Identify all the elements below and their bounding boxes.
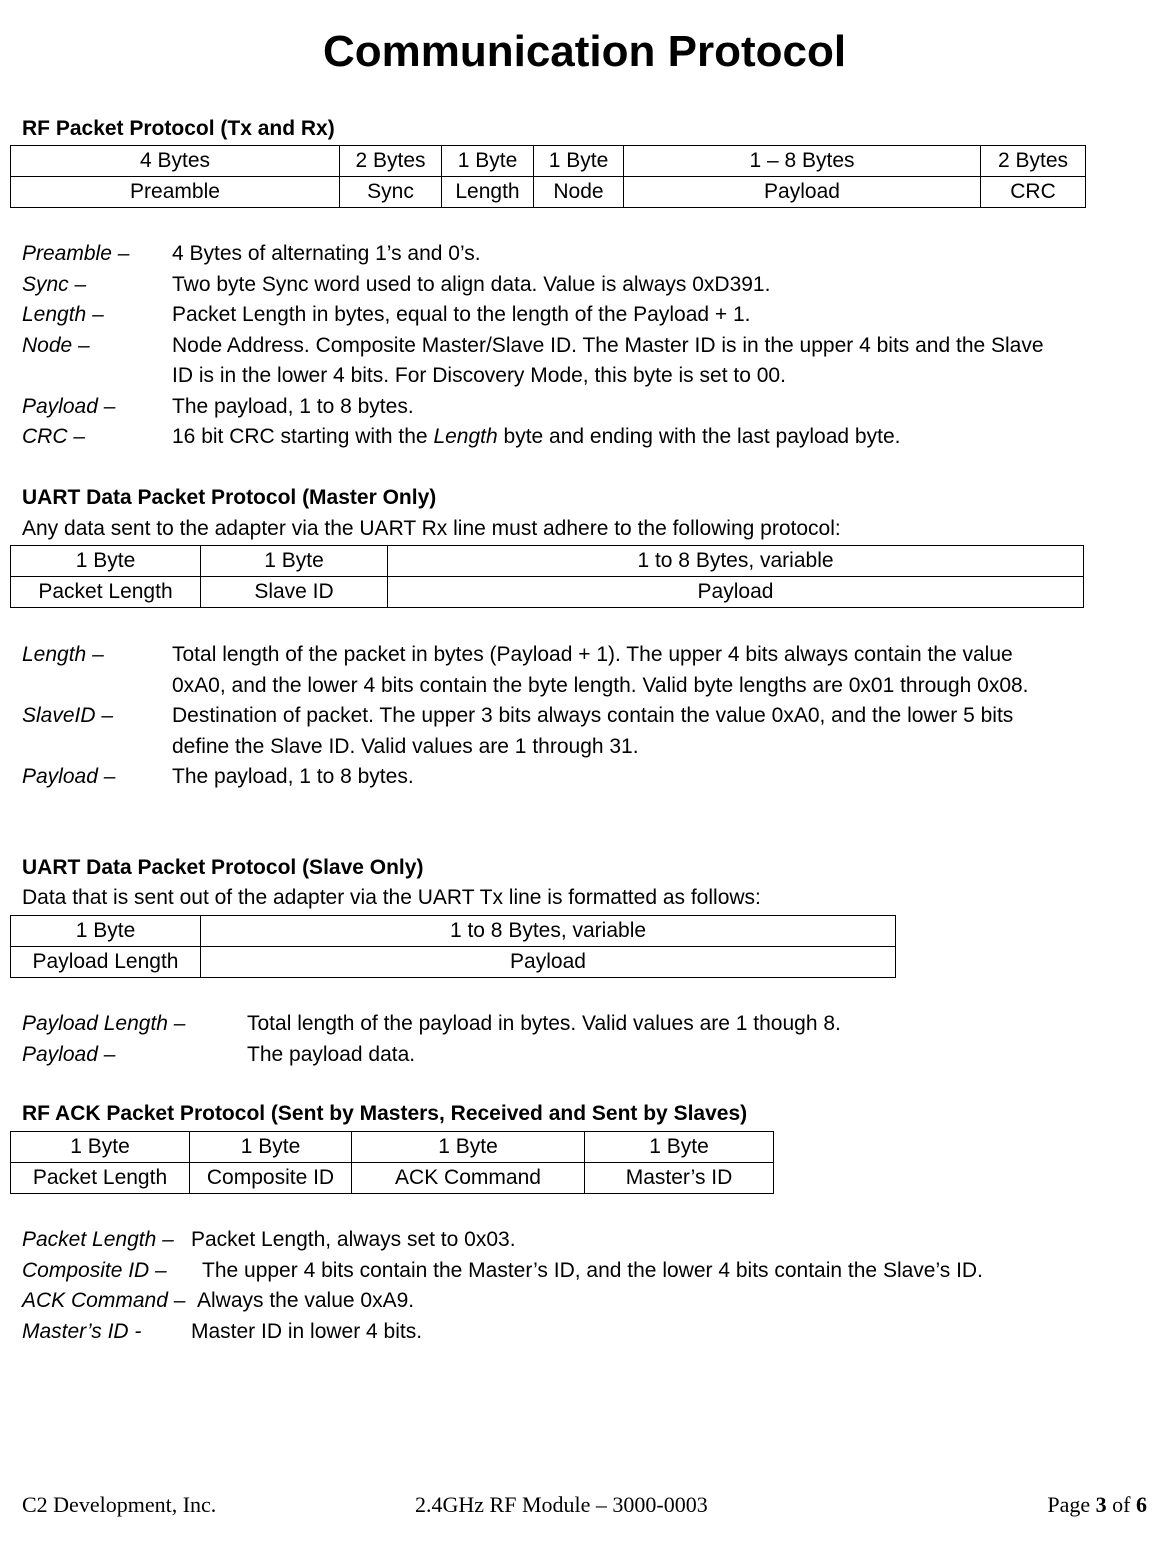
uart-slave-heading: UART Data Packet Protocol (Slave Only) bbox=[22, 856, 424, 879]
uart-master-table bbox=[10, 545, 1084, 608]
table-cell: Payload bbox=[388, 577, 1084, 608]
definition-term: CRC – bbox=[22, 425, 86, 448]
definition-term: Length – bbox=[22, 643, 104, 666]
definition-desc: The payload, 1 to 8 bytes. bbox=[172, 765, 414, 788]
table-cell: Length bbox=[442, 177, 534, 208]
definition-item bbox=[22, 640, 1062, 701]
table-cell: 2 Bytes bbox=[340, 146, 442, 177]
table-cell: 1 Byte bbox=[442, 146, 534, 177]
uart-slave-intro: Data that is sent out of the adapter via the UART Tx line is formatted as follows: bbox=[22, 886, 761, 909]
table-row-fields bbox=[11, 1163, 774, 1194]
table-row-sizes bbox=[11, 916, 896, 947]
definition-desc: Two byte Sync word used to align data. Value is always 0xD391. bbox=[172, 272, 771, 296]
rf-packet-definitions bbox=[22, 239, 1062, 453]
definition-item bbox=[22, 1040, 1062, 1071]
definition-desc: Total length of the packet in bytes (Payload + 1). The upper 4 bits always contain the value 0xA0, and the lower 4 bits contain the byte length. Valid byte lengths are 0x01 through 0x08. bbox=[172, 643, 1029, 697]
definition-desc: Destination of packet. The upper 3 bits always contain the value 0xA0, and the lower 5 bits define the Slave ID. Valid values are 1 through 31. bbox=[172, 704, 1014, 758]
footer-page-of: of bbox=[1106, 1492, 1136, 1517]
definition-term: Payload – bbox=[22, 1042, 116, 1066]
rf-packet-table bbox=[10, 145, 1086, 208]
table-cell: CRC bbox=[981, 177, 1086, 208]
definition-item bbox=[22, 1286, 1082, 1317]
table-cell: Packet Length bbox=[11, 1163, 190, 1194]
table-cell: Node bbox=[534, 177, 624, 208]
definition-item bbox=[22, 422, 1062, 453]
definition-item bbox=[22, 701, 1062, 762]
table-cell: Slave ID bbox=[201, 577, 388, 608]
table-cell: Sync bbox=[340, 177, 442, 208]
table-cell: 1 Byte bbox=[534, 146, 624, 177]
table-cell: Packet Length bbox=[11, 577, 201, 608]
definition-desc: Packet Length in bytes, equal to the length of the Payload + 1. bbox=[172, 303, 751, 326]
rf-packet-heading: RF Packet Protocol (Tx and Rx) bbox=[22, 117, 335, 140]
footer-page-current: 3 bbox=[1095, 1492, 1107, 1517]
definition-item bbox=[22, 1256, 1082, 1287]
footer-page-number bbox=[1047, 1491, 1147, 1519]
definition-desc: The payload data. bbox=[247, 1042, 416, 1066]
definition-desc: Master ID in lower 4 bits. bbox=[191, 1319, 423, 1343]
footer-page-prefix: Page bbox=[1047, 1492, 1096, 1517]
definition-desc: Packet Length, always set to 0x03. bbox=[191, 1228, 516, 1251]
definition-term: Master’s ID - bbox=[22, 1319, 142, 1343]
table-cell: Preamble bbox=[11, 177, 340, 208]
table-cell: Master’s ID bbox=[585, 1163, 774, 1194]
definition-term: Payload Length – bbox=[22, 1012, 186, 1035]
uart-master-heading: UART Data Packet Protocol (Master Only) bbox=[22, 486, 437, 509]
table-cell: Composite ID bbox=[190, 1163, 352, 1194]
definition-desc: The payload, 1 to 8 bytes. bbox=[172, 394, 414, 418]
table-cell: 1 to 8 Bytes, variable bbox=[201, 916, 896, 947]
table-row-fields bbox=[11, 177, 1086, 208]
definition-term: Node – bbox=[22, 333, 90, 357]
table-cell: 1 Byte bbox=[11, 916, 201, 947]
definition-item bbox=[22, 239, 1062, 270]
table-cell: 1 Byte bbox=[11, 1132, 190, 1163]
definition-desc-part: 16 bit CRC starting with the bbox=[172, 425, 434, 448]
rf-ack-definitions bbox=[22, 1225, 1082, 1347]
table-cell: 2 Bytes bbox=[981, 146, 1086, 177]
definition-term: Composite ID – bbox=[22, 1258, 167, 1282]
table-row-fields bbox=[11, 577, 1084, 608]
table-cell: 1 – 8 Bytes bbox=[624, 146, 981, 177]
definition-desc: The upper 4 bits contain the Master’s ID, and the lower 4 bits contain the Slave’s ID. bbox=[202, 1258, 983, 1282]
definition-term: Payload – bbox=[22, 394, 116, 418]
table-cell: ACK Command bbox=[352, 1163, 585, 1194]
uart-slave-table bbox=[10, 915, 896, 978]
table-row-fields bbox=[11, 947, 896, 978]
definition-desc-italic: Length bbox=[433, 425, 498, 448]
definition-term: Packet Length – bbox=[22, 1228, 174, 1251]
table-cell: 1 Byte bbox=[190, 1132, 352, 1163]
definition-desc: Always the value 0xA9. bbox=[197, 1289, 415, 1312]
uart-master-definitions bbox=[22, 640, 1062, 793]
definition-item bbox=[22, 1225, 1082, 1256]
rf-ack-heading: RF ACK Packet Protocol (Sent by Masters, Received and Sent by Slaves) bbox=[22, 1102, 748, 1125]
definition-desc: Node Address. Composite Master/Slave ID. The Master ID is in the upper 4 bits and the Slave ID is in the lower 4 bits. For Discovery Mode, this byte is set to 00. bbox=[172, 333, 1044, 387]
definition-item bbox=[22, 1317, 1082, 1348]
table-cell: 1 Byte bbox=[585, 1132, 774, 1163]
definition-item bbox=[22, 300, 1062, 331]
table-cell: 1 to 8 Bytes, variable bbox=[388, 546, 1084, 577]
uart-master-intro: Any data sent to the adapter via the UART Rx line must adhere to the following protocol: bbox=[22, 517, 841, 540]
definition-desc: 4 Bytes of alternating 1’s and 0’s. bbox=[172, 242, 481, 265]
table-row-sizes bbox=[11, 546, 1084, 577]
uart-slave-definitions bbox=[22, 1009, 1062, 1070]
definition-item bbox=[22, 762, 1062, 793]
definition-term: Sync – bbox=[22, 272, 87, 296]
table-cell: 1 Byte bbox=[352, 1132, 585, 1163]
definition-item bbox=[22, 1009, 1062, 1040]
table-cell: Payload bbox=[624, 177, 981, 208]
definition-item bbox=[22, 270, 1062, 301]
footer-product: 2.4GHz RF Module – 3000-0003 bbox=[415, 1492, 708, 1517]
table-cell: Payload Length bbox=[11, 947, 201, 978]
definition-desc bbox=[172, 422, 1062, 453]
definition-item bbox=[22, 392, 1062, 423]
table-cell: 1 Byte bbox=[201, 546, 388, 577]
footer-company: C2 Development, Inc. bbox=[22, 1492, 217, 1517]
definition-term: SlaveID – bbox=[22, 704, 114, 727]
definition-desc: Total length of the payload in bytes. Valid values are 1 though 8. bbox=[247, 1012, 841, 1035]
definition-desc-part: byte and ending with the last payload byte. bbox=[497, 425, 901, 448]
table-row-sizes bbox=[11, 146, 1086, 177]
definition-term: ACK Command – bbox=[22, 1289, 186, 1312]
definition-term: Payload – bbox=[22, 765, 116, 788]
definition-item bbox=[22, 331, 1062, 392]
definition-term: Preamble – bbox=[22, 242, 130, 265]
table-cell: 1 Byte bbox=[11, 546, 201, 577]
footer-page-total: 6 bbox=[1136, 1492, 1147, 1517]
table-cell: Payload bbox=[201, 947, 896, 978]
table-cell: 4 Bytes bbox=[11, 146, 340, 177]
rf-ack-table bbox=[10, 1131, 774, 1194]
page-title: Communication Protocol bbox=[322, 27, 847, 76]
definition-term: Length – bbox=[22, 303, 104, 326]
table-row-sizes bbox=[11, 1132, 774, 1163]
